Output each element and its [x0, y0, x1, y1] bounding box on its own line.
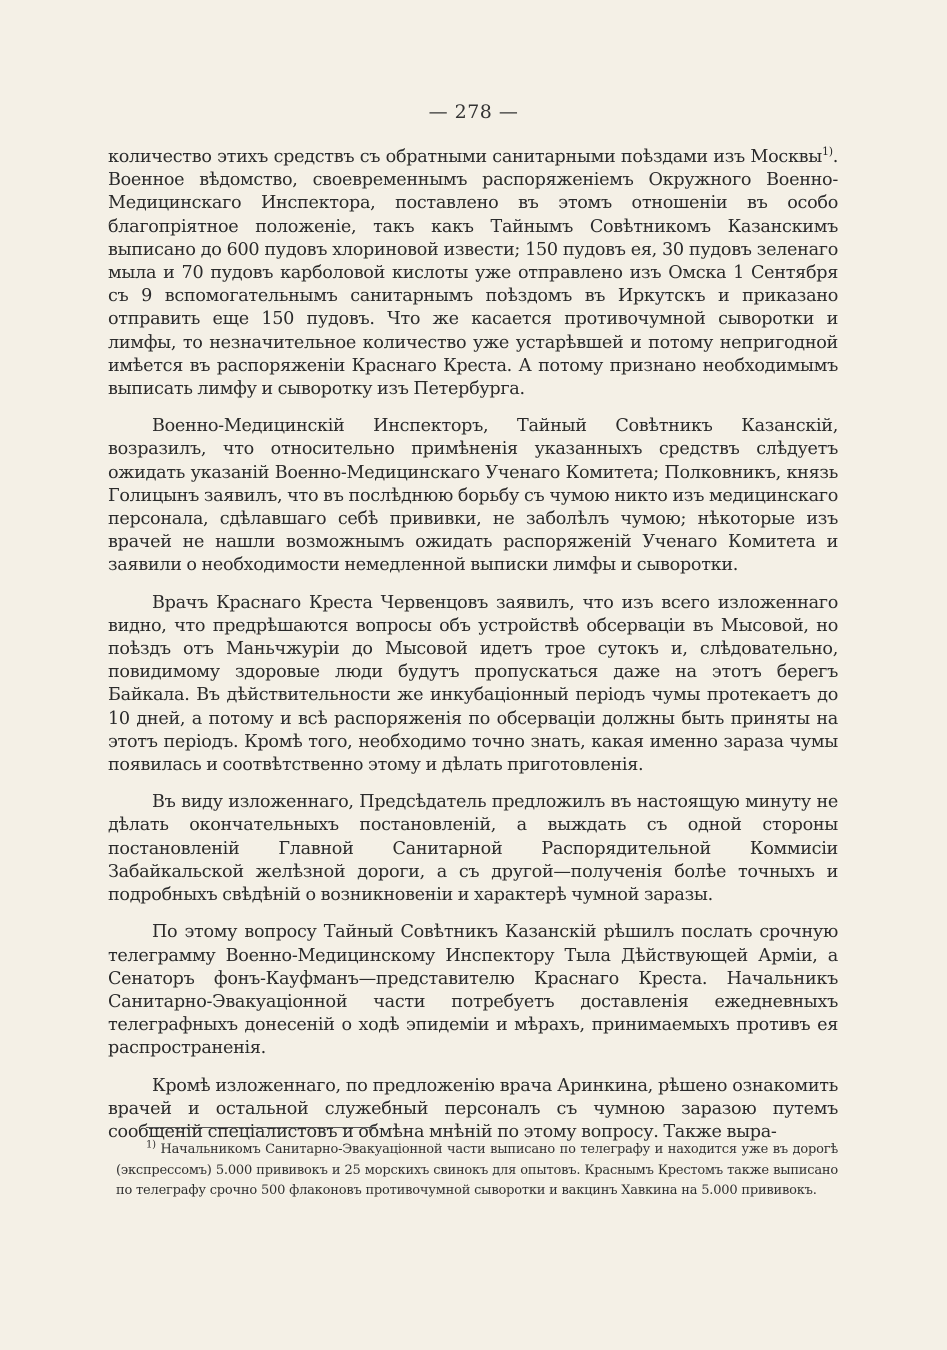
footnote-divider — [146, 1127, 376, 1128]
paragraph-5: По этому вопросу Тайный Совѣтникъ Казанскій рѣшилъ послать срочную телеграмму Военно-Медицинскому Инспектору Тыла Дѣйствующей Арміи, а Сенаторъ фонъ-Кауфманъ—представителю Краснаго Креста. Начальникъ Санитарно-Эвакуаціонной части потребуетъ доставленія ежедневныхъ телеграфныхъ донесеній о ходѣ эпидеміи и мѣрахъ, принимаемыхъ противъ ея распространенія. — [108, 922, 838, 1059]
paragraph-1-continuation: . Военное вѣдомство, своевременнымъ распоряженіемъ Окружного Военно-Медицинскаго Инспектора, поставлено въ этомъ отношеніи въ особо благопріятное положеніе, такъ какъ Тайнымъ Совѣтникомъ Казанскимъ выписано до 600 пудовъ хлориновой извести; 150 пудовъ ея, 30 пудовъ зеленаго мыла и 70 пудовъ карболовой кислоты уже отправлено изъ Омска 1 Сентября съ 9 вспомогательнымъ санитарнымъ поѣздомъ въ Иркутскъ и приказано отправить еще 150 пудовъ. Что же касается противочумной сыворотки и лимфы, то незначительное количество уже устарѣвшей и потому непригодной имѣется въ распоряженіи Краснаго Креста. А потому признано необходимымъ выписать лимфу и сыворотку изъ Петербурга. — [108, 147, 838, 400]
footnote-mark: 1) — [146, 1139, 156, 1151]
paragraph-2: Военно-Медицинскій Инспекторъ, Тайный Совѣтникъ Казанскій, возразилъ, что относительно примѣненія указанныхъ средствъ слѣдуетъ ожидать указаній Военно-Медицинскаго Ученаго Комитета; Полковникъ, князь Голицынъ заявилъ, что въ послѣднюю борьбу съ чумою никто изъ медицинскаго персонала, сдѣлавшаго себѣ прививки, не заболѣлъ чумою; нѣкоторые изъ врачей не нашли возможнымъ ожидать распоряженій Ученаго Комитета и заявили о необходимости немедленной выписки лимфы и сыворотки. — [108, 416, 838, 576]
page-number: — 278 — — [428, 101, 519, 123]
footnote-reference[interactable]: 1) — [822, 145, 833, 159]
footnote — [116, 1140, 838, 1202]
footnote-text: Начальникомъ Санитарно-Эвакуаціонной части выписано по телеграфу и находится уже въ дорогѣ (экспрессомъ) 5.000 прививокъ и 25 морскихъ свинокъ для опытовъ. Краснымъ Крестомъ также выписано по телеграфу срочно 500 флаконовъ противочумной сыворотки и вакцинъ Хавкина на 5.000 прививокъ. — [116, 1142, 838, 1198]
paragraph-1 — [108, 146, 838, 401]
paragraph-3: Врачъ Краснаго Креста Червенцовъ заявилъ, что изъ всего изложеннаго видно, что предрѣшаются вопросы объ устройствѣ обсерваціи въ Мысовой, но поѣздъ отъ Маньчжуріи до Мысовой идетъ трое сутокъ и, слѣдовательно, повидимому здоровые люди будутъ пропускаться даже на этотъ берегъ Байкала. Въ дѣйствительности же инкубаціонный періодъ чумы протекаетъ до 10 дней, а потому и всѣ распоряженія по обсерваціи должны быть приняты на этотъ періодъ. Кромѣ того, необходимо точно знать, какая именно зараза чумы появилась и соотвѣтственно этому и дѣлать приготовленія. — [108, 592, 838, 776]
paragraph-1-text: количество этихъ средствъ съ обратными санитарными поѣздами изъ Москвы — [108, 147, 822, 167]
paragraph-4: Въ виду изложеннаго, Предсѣдатель предложилъ въ настоящую минуту не дѣлать окончательныхъ постановленій, а выждать съ одной стороны постановленій Главной Санитарной Распорядительной Коммисіи Забайкальской желѣзной дороги, а съ другой—полученія болѣе точныхъ и подробныхъ свѣдѣній о возникновеніи и характерѣ чумной заразы. — [108, 792, 838, 906]
paragraph-6: Кромѣ изложеннаго, по предложенію врача Аринкина, рѣшено ознакомить врачей и остальной служебный персоналъ съ чумною заразою путемъ сообщеній спеціалистовъ и обмѣна мнѣній по этому вопросу. Также выра- — [108, 1075, 838, 1142]
body-text — [108, 146, 838, 1158]
